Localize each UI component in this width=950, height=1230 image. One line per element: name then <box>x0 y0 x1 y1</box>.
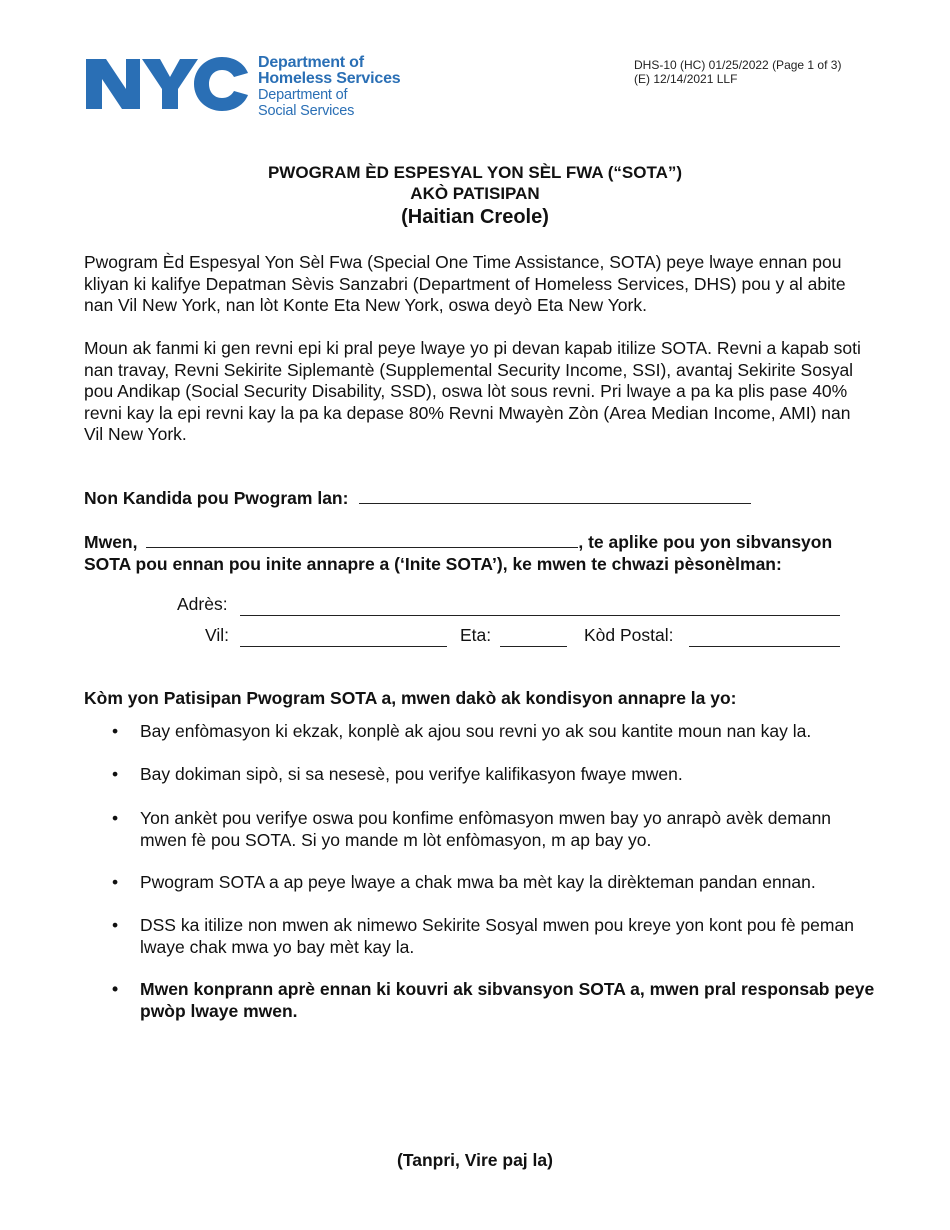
list-item: • Bay enfòmasyon ki ekzak, konplè ak ajou sou revni yo ak sou kantite moun nan kay la. <box>112 721 872 743</box>
form-code-line-2: (E) 12/14/2021 LLF <box>634 72 738 86</box>
list-item-text: DSS ka itilize non mwen ak nimewo Sekirite Sosyal mwen pou kreye yon kont pou fè peman lwaye chak mwa yo bay mèt kay la. <box>140 915 854 957</box>
turn-page-note: (Tanpri, Vire paj la) <box>397 1150 553 1170</box>
list-item: • Pwogram SOTA a ap peye lwaye a chak mwa ba mèt kay la dirèkteman pandan ennan. <box>112 872 872 894</box>
city-label: Vil: <box>205 625 229 645</box>
logo-line-4: Social Services <box>258 103 355 119</box>
list-item-text: Mwen konprann aprè ennan ki kouvri ak sibvansyon SOTA a, mwen pral responsab peye pwòp lwaye mwen. <box>140 979 875 1021</box>
language-label: (Haitian Creole) <box>401 206 549 228</box>
form-code <box>634 58 841 86</box>
agreement-row <box>84 530 884 575</box>
list-item: • DSS ka itilize non mwen ak nimewo Sekirite Sosyal mwen pou kreye yon kont pou fè peman lwaye chak mwa yo bay mèt kay la. <box>112 915 872 959</box>
candidate-label: Non Kandida pou Pwogram lan: <box>84 488 349 508</box>
zip-field[interactable] <box>689 629 840 647</box>
candidate-row <box>84 486 751 509</box>
page-title: PWOGRAM ÈD ESPESYAL YON SÈL FWA (“SOTA”) <box>267 163 683 182</box>
logo-text <box>258 55 400 119</box>
form-code-line-1: DHS-10 (HC) 01/25/2022 (Page 1 of 3) <box>634 58 842 72</box>
logo-line-3: Department of <box>258 87 348 103</box>
list-item: • Yon ankèt pou verifye oswa pou konfime enfòmasyon mwen bay yo anrapò avèk demann mwen fè pou SOTA. Si yo mande m lòt enfòmasyon, m ap bay yo. <box>112 808 872 852</box>
address-label: Adrès: <box>177 594 228 614</box>
logo-line-1: Department of <box>258 54 364 71</box>
zip-label: Kòd Postal: <box>584 625 674 645</box>
nyc-logo-mark <box>84 53 254 115</box>
applicant-name-field[interactable] <box>146 530 578 548</box>
list-item-text: Yon ankèt pou verifye oswa pou konfime enfòmasyon mwen bay yo anrapò avèk demann mwen fè pou SOTA. Si yo mande m lòt enfòmasyon, m ap bay yo. <box>140 808 832 850</box>
candidate-name-field[interactable] <box>359 486 751 504</box>
address-field[interactable] <box>240 598 840 616</box>
state-field[interactable] <box>500 629 567 647</box>
eligibility-paragraph: Moun ak fanmi ki gen revni epi ki pral peye lwaye yo pi devan kapab itilize SOTA. Revni a kapab soti nan travay, Revni Sekirite Siplemantè (Supplemental Security Income, SSI), avantaj Sekirite Sosyal pou Andikap (Social Security Disability, SSD), oswa lòt sous revni. Pri lwaye a pa ka plis pase 40% revni kay la epi revni kay la pa ka depase 80% Revni Mwayèn Zòn (Area Median Income, AMI) nan Vil New York. <box>84 338 861 444</box>
city-field[interactable] <box>240 629 447 647</box>
list-item: • Bay dokiman sipò, si sa nesesè, pou verifye kalifikasyon fwaye mwen. <box>112 764 872 786</box>
intro-paragraph: Pwogram Èd Espesyal Yon Sèl Fwa (Special One Time Assistance, SOTA) peye lwaye ennan pou kliyan ki kalifye Depatman Sèvis Sanzabri (Department of Homeless Services, DHS) pou y al abite nan Vil New York, nan lòt Konte Eta New York, oswa deyò Eta New York. <box>84 252 846 315</box>
list-item-text: Bay dokiman sipò, si sa nesesè, pou verifye kalifikasyon fwaye mwen. <box>140 764 683 784</box>
page-subtitle: AKÒ PATISIPAN <box>410 184 540 203</box>
conditions-heading: Kòm yon Patisipan Pwogram SOTA a, mwen dakò ak kondisyon annapre la yo: <box>84 688 737 708</box>
logo-line-2: Homeless Services <box>258 70 401 87</box>
mwen-rest: , te aplike pou yon sibvansyon <box>578 532 833 552</box>
state-label: Eta: <box>460 625 492 645</box>
mwen-line-2: SOTA pou ennan pou inite annapre a (‘Inite SOTA’), ke mwen te chwazi pèsonèlman: <box>84 553 782 574</box>
list-item-text: Pwogram SOTA a ap peye lwaye a chak mwa ba mèt kay la dirèkteman pandan ennan. <box>140 872 816 892</box>
list-item: • Mwen konprann aprè ennan ki kouvri ak sibvansyon SOTA a, mwen pral responsab peye pwòp lwaye mwen. <box>112 979 875 1021</box>
mwen-label: Mwen, <box>84 532 138 552</box>
list-item-text: Bay enfòmasyon ki ekzak, konplè ak ajou sou revni yo ak sou kantite moun nan kay la. <box>140 721 812 741</box>
